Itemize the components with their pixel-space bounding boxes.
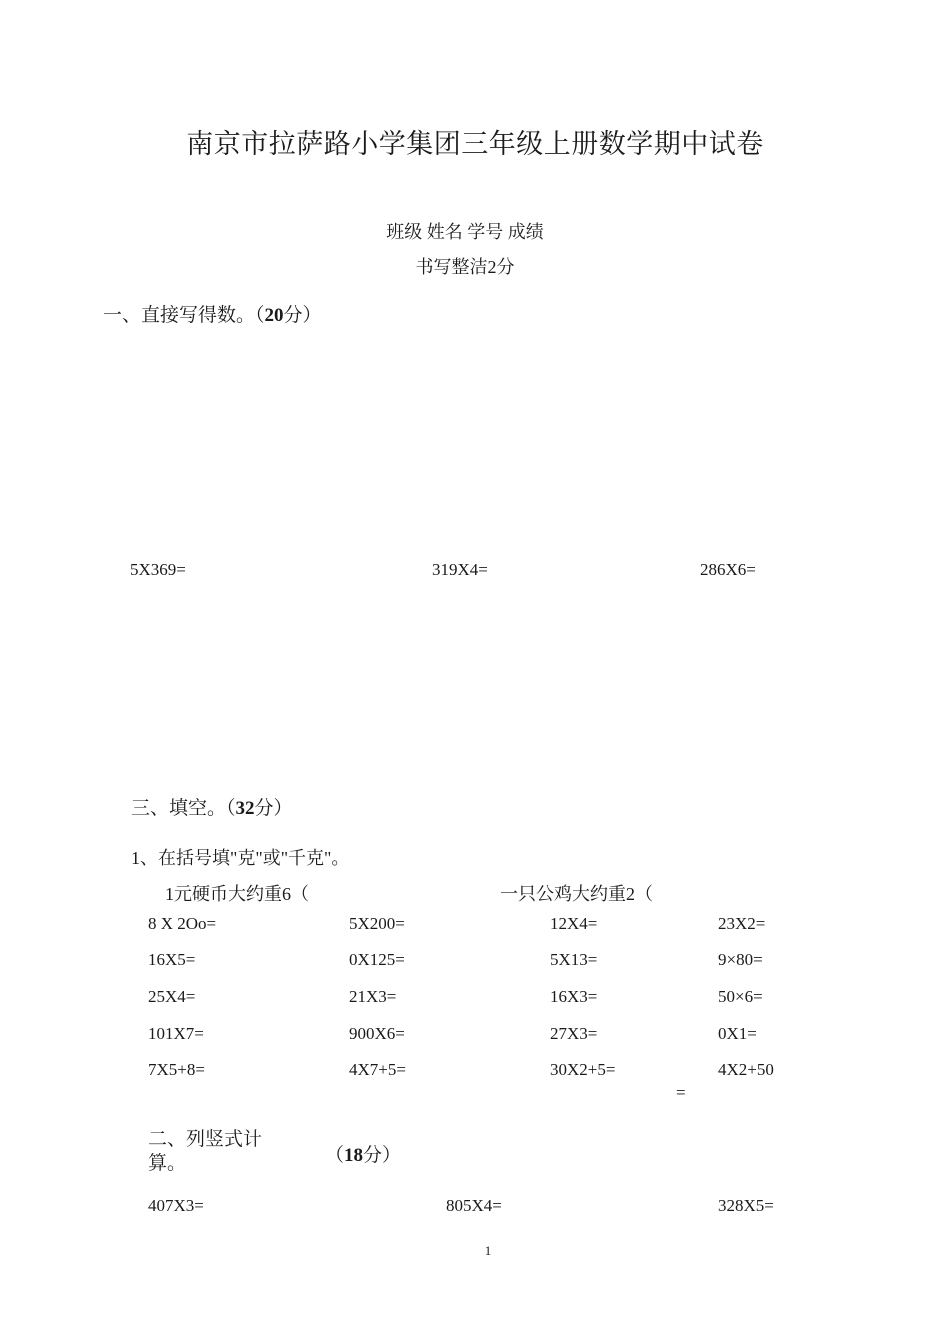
section-2-score xyxy=(325,1140,401,1167)
grid-problem: 0X125= xyxy=(349,950,405,969)
grid-problem: 25X4= xyxy=(148,987,196,1006)
grid-problem: 8 X 2Oo= xyxy=(148,914,217,933)
student-info-line: 班级 姓名 学号 成绩 xyxy=(386,222,544,242)
grid-problem: 50×6= xyxy=(718,987,763,1006)
neat-writing-note: 书写整洁2分 xyxy=(415,257,515,277)
section-2-line-1: 二、列竖式计 xyxy=(148,1129,263,1150)
grid-problem: 0X1= xyxy=(718,1024,757,1043)
section-2-score-value: 18 xyxy=(344,1145,364,1166)
section-2-score-suffix: 分） xyxy=(363,1145,402,1166)
section-2-heading xyxy=(148,1128,262,1176)
section-3-heading xyxy=(131,793,293,820)
grid-problem: 9×80= xyxy=(718,950,763,969)
page-title: 南京市拉萨路小学集团三年级上册数学期中试卷 xyxy=(186,129,764,160)
grid-problem: 16X5= xyxy=(148,950,196,969)
grid-problem: 23X2= xyxy=(718,914,766,933)
section-3-suffix: 分） xyxy=(254,798,293,819)
grid-problem: 5X13= xyxy=(550,950,598,969)
page-number: 1 xyxy=(484,1243,492,1258)
grid-problem: 27X3= xyxy=(550,1024,598,1043)
stray-equals-sign: = xyxy=(676,1083,686,1102)
section-3-score: 32 xyxy=(235,798,255,819)
top-problem: 286X6= xyxy=(700,560,756,579)
grid-problem: 4X7+5= xyxy=(349,1060,406,1079)
fill-item-rooster: 一只公鸡大约重2（ xyxy=(500,884,653,904)
section-3-prefix: 三、填空。（ xyxy=(131,798,236,819)
fill-question-1: 1、在括号填"克"或"千克"。 xyxy=(131,848,350,868)
grid-problem: 5X200= xyxy=(349,914,405,933)
section-1-heading xyxy=(103,300,322,327)
fill-item-coin: 1元硬币大约重6（ xyxy=(165,884,309,904)
section-1-prefix: 一、直接写得数。（ xyxy=(103,305,265,326)
grid-problem: 30X2+5= xyxy=(550,1060,616,1079)
top-problem: 5X369= xyxy=(130,560,186,579)
section-1-score: 20 xyxy=(264,305,284,326)
grid-problem: 101X7= xyxy=(148,1024,204,1043)
section-2-score-prefix: （ xyxy=(325,1145,345,1166)
section-1-suffix: 分） xyxy=(283,305,322,326)
section-2-line-2: 算。 xyxy=(148,1153,187,1174)
grid-problem: 7X5+8= xyxy=(148,1060,205,1079)
grid-problem: 21X3= xyxy=(349,987,397,1006)
bottom-problem: 407X3= xyxy=(148,1196,204,1215)
grid-problem: 12X4= xyxy=(550,914,598,933)
grid-problem: 4X2+50 xyxy=(718,1060,774,1079)
grid-problem: 16X3= xyxy=(550,987,598,1006)
bottom-problem: 805X4= xyxy=(446,1196,502,1215)
top-problem: 319X4= xyxy=(432,560,488,579)
grid-problem: 900X6= xyxy=(349,1024,405,1043)
bottom-problem: 328X5= xyxy=(718,1196,774,1215)
